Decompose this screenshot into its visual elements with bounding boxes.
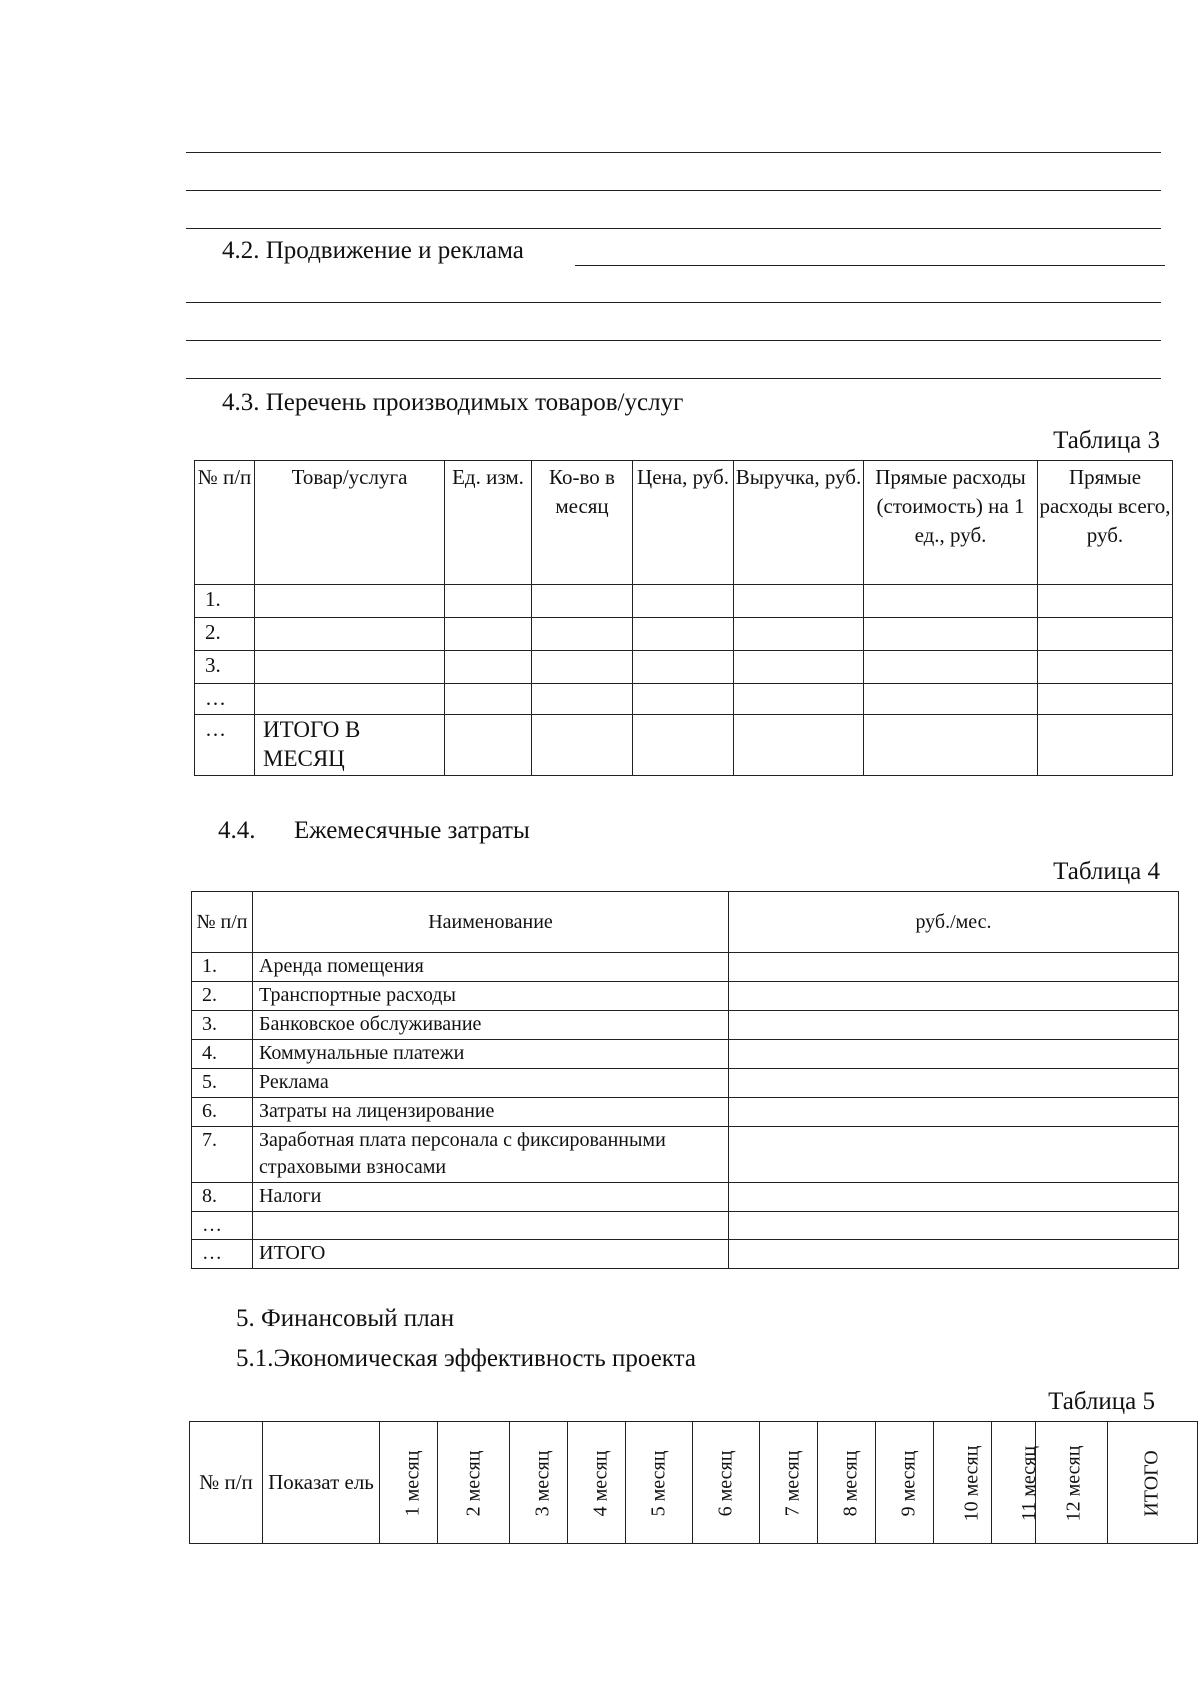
table-cell[interactable] [255, 651, 445, 684]
table-cell[interactable] [255, 618, 445, 651]
section-4-3-title: 4.3. Перечень производимых товаров/услуг [222, 389, 684, 416]
table-cell[interactable] [864, 684, 1038, 715]
amount-cell[interactable] [729, 1212, 1179, 1240]
table-cell[interactable] [734, 585, 864, 618]
blank-line [186, 190, 1161, 191]
table-cell[interactable] [1038, 618, 1173, 651]
blank-line [186, 152, 1161, 153]
table-cell[interactable] [633, 684, 734, 715]
blank-line [186, 302, 1161, 303]
expense-name: Аренда помещения [253, 953, 729, 982]
table-cell[interactable] [633, 585, 734, 618]
row-number: 8. [192, 1183, 253, 1212]
blank-line [186, 340, 1161, 341]
month-header: 3 месяц [510, 1422, 568, 1544]
table-5-caption: Таблица 5 [1048, 1388, 1155, 1415]
column-header: Прямые расходы (стоимость) на 1 ед., руб. [864, 461, 1038, 585]
total-label: ИТОГО [253, 1240, 729, 1269]
table-row [192, 1183, 1179, 1212]
table-header-row [192, 892, 1179, 953]
amount-cell[interactable] [729, 1240, 1179, 1269]
table-cell[interactable] [864, 585, 1038, 618]
table-cell[interactable] [1038, 651, 1173, 684]
table-row [192, 1098, 1179, 1127]
table-cell[interactable] [445, 715, 532, 776]
table-cell[interactable] [633, 618, 734, 651]
row-number: … [192, 1240, 253, 1269]
month-header: 9 месяц [876, 1422, 934, 1544]
column-header: Показат ель [263, 1422, 380, 1544]
table-cell[interactable] [532, 651, 633, 684]
expense-name: Налоги [253, 1183, 729, 1212]
table-row [195, 684, 1173, 715]
amount-cell[interactable] [729, 982, 1179, 1011]
table-cell[interactable] [255, 585, 445, 618]
amount-cell[interactable] [729, 953, 1179, 982]
column-header: № п/п [195, 461, 255, 585]
amount-cell[interactable] [729, 1127, 1179, 1183]
table-cell[interactable] [864, 618, 1038, 651]
month-header: 5 месяц [626, 1422, 693, 1544]
table-row [192, 1069, 1179, 1098]
row-number: … [192, 1212, 253, 1240]
row-number: 1. [192, 953, 253, 982]
expense-name[interactable] [253, 1212, 729, 1240]
table-cell[interactable] [532, 684, 633, 715]
table-4-caption: Таблица 4 [1053, 858, 1160, 885]
table-3-caption: Таблица 3 [1053, 427, 1160, 454]
table-row [192, 1127, 1179, 1183]
table-row [192, 953, 1179, 982]
column-header: Прямые расходы всего, руб. [1038, 461, 1173, 585]
expense-name: Заработная плата персонала с фиксированными страховыми взносами [253, 1127, 729, 1183]
table-3 [194, 460, 1173, 776]
table-header-row [190, 1422, 1198, 1544]
table-row [192, 1011, 1179, 1040]
row-number: 3. [195, 651, 255, 684]
table-cell[interactable] [734, 715, 864, 776]
row-number: 6. [192, 1098, 253, 1127]
table-cell[interactable] [734, 684, 864, 715]
row-number: 2. [195, 618, 255, 651]
column-header: Наименование [253, 892, 729, 953]
row-number: 4. [192, 1040, 253, 1069]
month-header: 1 месяц [380, 1422, 438, 1544]
blank-line [186, 378, 1161, 379]
month-header: 4 месяц [568, 1422, 626, 1544]
table-cell[interactable] [864, 715, 1038, 776]
table-cell[interactable] [255, 684, 445, 715]
month-header: 8 месяц [818, 1422, 876, 1544]
row-number: … [195, 684, 255, 715]
table-row [192, 1212, 1179, 1240]
month-header: 6 месяц [693, 1422, 760, 1544]
column-header: Ко-во в месяц [532, 461, 633, 585]
column-header: Цена, руб. [633, 461, 734, 585]
row-number: 1. [195, 585, 255, 618]
row-number: 5. [192, 1069, 253, 1098]
table-cell[interactable] [445, 585, 532, 618]
table-5 [189, 1421, 1198, 1544]
expense-name: Реклама [253, 1069, 729, 1098]
column-header: № п/п [192, 892, 253, 953]
amount-cell[interactable] [729, 1011, 1179, 1040]
table-row [195, 651, 1173, 684]
table-row [195, 585, 1173, 618]
amount-cell[interactable] [729, 1040, 1179, 1069]
column-header: Товар/услуга [255, 461, 445, 585]
table-row [192, 1040, 1179, 1069]
table-cell[interactable] [633, 651, 734, 684]
table-cell[interactable] [1038, 715, 1173, 776]
table-cell[interactable] [734, 618, 864, 651]
blank-line[interactable] [575, 265, 1165, 266]
table-row [195, 618, 1173, 651]
table-cell[interactable] [532, 585, 633, 618]
month-header: 7 месяц [760, 1422, 818, 1544]
expense-name: Затраты на лицензирование [253, 1098, 729, 1127]
column-header: № п/п [190, 1422, 263, 1544]
table-cell[interactable] [864, 651, 1038, 684]
table-4 [191, 891, 1179, 1269]
expense-name: Банковское обслуживание [253, 1011, 729, 1040]
table-total-row [192, 1240, 1179, 1269]
section-5-1-title: 5.1.Экономическая эффективность проекта [236, 1345, 696, 1372]
section-4-2-title: 4.2. Продвижение и реклама [222, 237, 524, 264]
row-number: … [195, 715, 255, 776]
month-header: 11 месяц [992, 1422, 1036, 1544]
month-header: 12 месяц [1036, 1422, 1108, 1544]
total-header: ИТОГО [1108, 1422, 1198, 1544]
table-row [192, 982, 1179, 1011]
table-cell[interactable] [445, 684, 532, 715]
table-header-row [195, 461, 1173, 585]
column-header: Выручка, руб. [734, 461, 864, 585]
table-cell[interactable] [633, 715, 734, 776]
table-total-row [195, 715, 1173, 776]
table-cell[interactable] [445, 618, 532, 651]
row-number: 2. [192, 982, 253, 1011]
table-cell[interactable] [532, 618, 633, 651]
table-cell[interactable] [445, 651, 532, 684]
expense-name: Коммунальные платежи [253, 1040, 729, 1069]
amount-cell[interactable] [729, 1183, 1179, 1212]
row-number: 7. [192, 1127, 253, 1183]
column-header: Ед. изм. [445, 461, 532, 585]
section-4-4-number: 4.4. [218, 817, 256, 844]
section-4-4-title: Ежемесячные затраты [294, 817, 530, 844]
amount-cell[interactable] [729, 1098, 1179, 1127]
table-cell[interactable] [532, 715, 633, 776]
row-number: 3. [192, 1011, 253, 1040]
table-cell[interactable] [1038, 585, 1173, 618]
table-cell[interactable] [734, 651, 864, 684]
column-header: руб./мес. [729, 892, 1179, 953]
table-cell[interactable] [1038, 684, 1173, 715]
month-header: 10 месяц [934, 1422, 992, 1544]
blank-line [186, 228, 1161, 229]
amount-cell[interactable] [729, 1069, 1179, 1098]
section-5-title: 5. Финансовый план [236, 1305, 455, 1332]
month-header: 2 месяц [438, 1422, 510, 1544]
expense-name: Транспортные расходы [253, 982, 729, 1011]
total-label: ИТОГО В МЕСЯЦ [255, 715, 445, 776]
